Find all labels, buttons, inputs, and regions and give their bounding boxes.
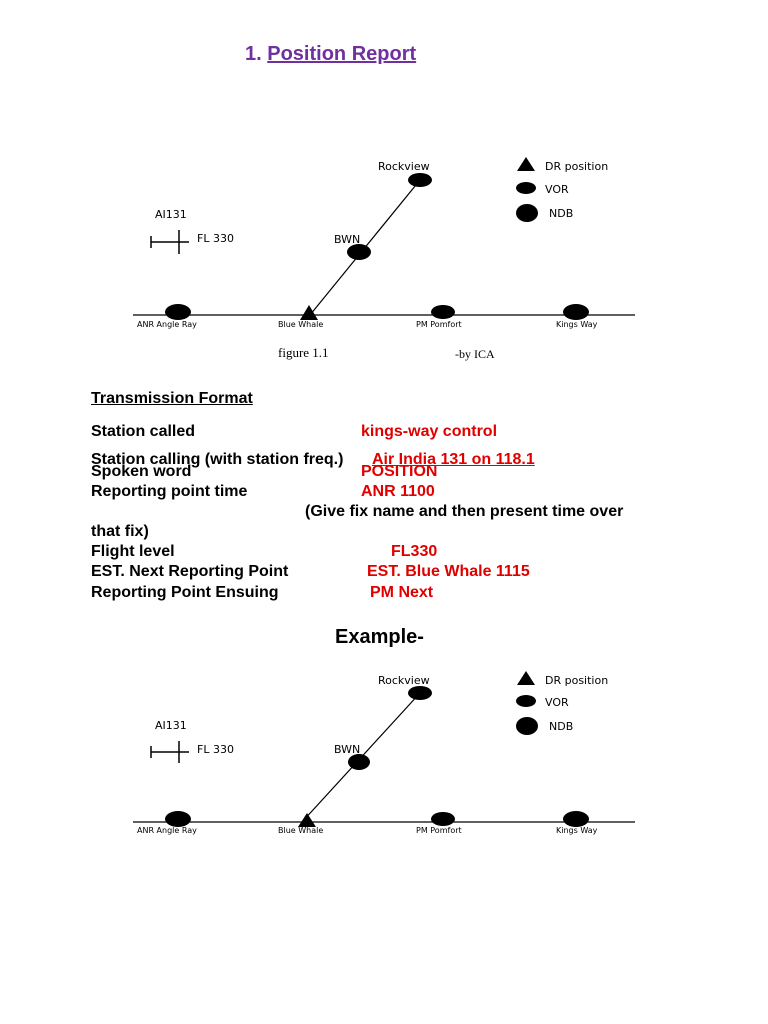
- value-spoken-word: POSITION: [361, 463, 438, 480]
- value-point-ensuing: PM Next: [370, 584, 434, 601]
- svg-text:ANR Angle Ray: ANR Angle Ray: [137, 320, 197, 329]
- figure-credit: -by ICA: [455, 347, 495, 361]
- rockview-fix: [408, 173, 432, 187]
- svg-text:DR position: DR position: [545, 160, 609, 173]
- example-diagram: [0, 665, 768, 845]
- pm-fix: [431, 305, 455, 319]
- note-line-1: (Give fix name and then present time over: [305, 503, 624, 520]
- legend-ndb-icon: [516, 717, 538, 735]
- svg-text:Kings Way: Kings Way: [556, 826, 598, 835]
- dr-position-marker: [300, 305, 318, 320]
- label-station-calling: Station calling (with station freq.): [91, 451, 344, 468]
- note-line-2: that fix): [91, 523, 149, 540]
- label-station-called: Station called: [91, 423, 196, 440]
- anr-fix: [165, 304, 191, 320]
- svg-text:VOR: VOR: [545, 696, 569, 709]
- value-station-called: kings-way control: [361, 423, 498, 440]
- label-flight-level: Flight level: [91, 543, 175, 560]
- svg-text:AI131: AI131: [155, 719, 187, 732]
- position-diagram: [0, 150, 768, 335]
- example-heading: Example-: [335, 626, 424, 648]
- legend-dr-icon: [517, 157, 535, 171]
- svg-text:BWN: BWN: [334, 743, 361, 756]
- legend-vor-icon: [516, 695, 536, 707]
- bwn-fix: [348, 754, 370, 770]
- value-est-next-point: EST. Blue Whale 1115: [367, 563, 530, 580]
- value-reporting-point-time: ANR 1100: [361, 483, 435, 500]
- label-point-ensuing: Reporting Point Ensuing: [91, 584, 279, 601]
- value-flight-level: FL330: [391, 543, 438, 560]
- aircraft-symbol: [151, 741, 189, 763]
- svg-text:FL 330: FL 330: [197, 743, 234, 756]
- svg-text:Rockview: Rockview: [378, 674, 430, 687]
- pm-fix: [431, 812, 455, 826]
- aircraft-symbol: [151, 230, 189, 254]
- kings-fix: [563, 811, 589, 827]
- page-title: 1. Position Report: [245, 43, 417, 65]
- svg-text:Kings Way: Kings Way: [556, 320, 598, 329]
- svg-text:DR position: DR position: [545, 674, 609, 687]
- svg-text:Rockview: Rockview: [378, 160, 430, 173]
- svg-text:NDB: NDB: [549, 720, 574, 733]
- dr-position-marker: [298, 813, 316, 827]
- svg-text:Blue Whale: Blue Whale: [278, 826, 324, 835]
- value-station-calling: Air India 131 on 118.1: [372, 451, 535, 468]
- label-est-next-point: EST. Next Reporting Point: [91, 563, 289, 580]
- legend-vor-icon: [516, 182, 536, 194]
- svg-text:BWN: BWN: [334, 233, 361, 246]
- legend-dr-icon: [517, 671, 535, 685]
- svg-text:AI131: AI131: [155, 208, 187, 221]
- legend-ndb-icon: [516, 204, 538, 222]
- svg-text:VOR: VOR: [545, 183, 569, 196]
- svg-text:Blue Whale: Blue Whale: [278, 320, 324, 329]
- svg-text:FL 330: FL 330: [197, 232, 234, 245]
- label-reporting-point-time: Reporting point time: [91, 483, 248, 500]
- svg-text:PM Pomfort: PM Pomfort: [416, 320, 462, 329]
- rockview-fix: [408, 686, 432, 700]
- label-spoken-word: Spoken word: [91, 463, 192, 480]
- svg-text:NDB: NDB: [549, 207, 574, 220]
- bwn-fix: [347, 244, 371, 260]
- svg-text:ANR Angle Ray: ANR Angle Ray: [137, 826, 197, 835]
- anr-fix: [165, 811, 191, 827]
- transmission-heading: Transmission Format: [91, 390, 253, 407]
- figure-caption: figure 1.1: [278, 345, 329, 360]
- kings-fix: [563, 304, 589, 320]
- svg-text:PM Pomfort: PM Pomfort: [416, 826, 462, 835]
